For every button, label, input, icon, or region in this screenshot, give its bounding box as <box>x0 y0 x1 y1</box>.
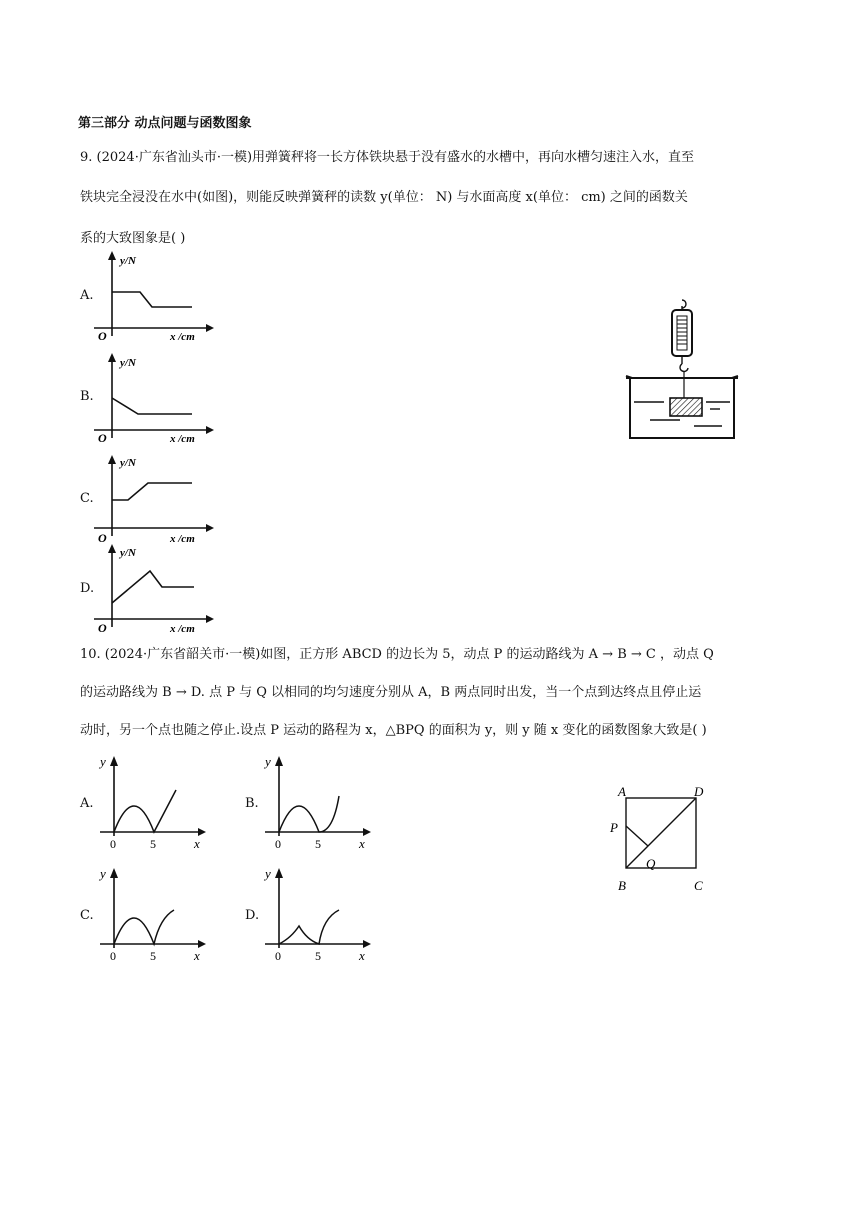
axis-x-label: x /cm <box>170 331 195 342</box>
q9-line-3: 系的大致图象是( ) <box>80 231 186 246</box>
tick-0-label: 0 <box>275 949 281 963</box>
axis-y-label: y/N <box>120 457 136 469</box>
q10-option-b-label: B. <box>245 796 259 811</box>
q9-graph-d <box>92 541 217 635</box>
q9-option-a-label: A. <box>80 288 94 303</box>
axis-x-label: x <box>359 836 365 851</box>
q9-graph-b <box>92 350 217 444</box>
tick-0-label: 0 <box>110 837 116 851</box>
square-abcd-figure <box>606 782 714 894</box>
q10-line-1: 10. (2024·广东省韶关市·一模)如图，正方形 ABCD 的边长为 5，动点 P 的运动路线为 A → B → C ，动点 Q <box>80 647 714 662</box>
tick-0-label: 0 <box>110 949 116 963</box>
q9-option-b-label: B. <box>80 389 94 404</box>
origin-label: O <box>98 531 107 545</box>
axis-y-label: y/N <box>120 547 136 559</box>
point-q-label: Q <box>646 856 656 871</box>
origin-label: O <box>98 621 107 635</box>
tick-5-label: 5 <box>150 837 156 851</box>
axis-y-label: y <box>265 866 271 881</box>
axis-x-label: x /cm <box>170 433 195 444</box>
axis-x-label: x /cm <box>170 533 195 545</box>
section-title: 第三部分 动点问题与函数图象 <box>78 116 252 131</box>
point-p-label: P <box>610 820 618 835</box>
q10-graph-b <box>261 752 373 852</box>
vertex-b-label: B <box>618 878 626 893</box>
axis-x-label: x <box>359 948 365 963</box>
tick-5-label: 5 <box>315 949 321 963</box>
axis-y-label: y <box>100 866 106 881</box>
origin-label: O <box>98 431 107 444</box>
axis-y-label: y <box>265 754 271 769</box>
vertex-c-label: C <box>694 878 703 893</box>
axis-y-label: y/N <box>120 357 136 369</box>
spring-scale-tank-figure <box>624 298 742 444</box>
tick-5-label: 5 <box>150 949 156 963</box>
q9-graph-c <box>92 452 217 546</box>
axis-x-label: x <box>194 948 200 963</box>
q9-option-c-label: C. <box>80 491 94 506</box>
q9-line-1: 9. (2024·广东省汕头市·一模)用弹簧秤将一长方体铁块悬于没有盛水的水槽中，再向水槽匀速注入水，直至 <box>80 150 695 165</box>
q10-option-d-label: D. <box>245 908 260 923</box>
q9-line-2: 铁块完全浸没在水中(如图)，则能反映弹簧秤的读数 y(单位： N) 与水面高度 x(单位： cm) 之间的函数关 <box>80 190 688 205</box>
axis-x-label: x <box>194 836 200 851</box>
axis-x-label: x /cm <box>170 623 195 635</box>
axis-y-label: y <box>100 754 106 769</box>
q9-graph-a <box>92 248 217 342</box>
q10-option-a-label: A. <box>80 796 94 811</box>
axis-y-label: y/N <box>120 255 136 267</box>
q10-graph-a <box>96 752 208 852</box>
vertex-a-label: A <box>618 784 626 799</box>
q9-option-d-label: D. <box>80 581 95 596</box>
tick-0-label: 0 <box>275 837 281 851</box>
origin-label: O <box>98 329 107 342</box>
q10-graph-c <box>96 864 208 964</box>
q10-option-c-label: C. <box>80 908 94 923</box>
q10-line-2: 的运动路线为 B → D. 点 P 与 Q 以相同的均匀速度分别从 A，B 两点同时出发，当一个点到达终点且停止运 <box>80 685 702 700</box>
vertex-d-label: D <box>694 784 704 799</box>
q10-line-3: 动时，另一个点也随之停止.设点 P 运动的路程为 x，△BPQ 的面积为 y，则 y 随 x 变化的函数图象大致是( ) <box>80 723 707 738</box>
tick-5-label: 5 <box>315 837 321 851</box>
q10-graph-d <box>261 864 373 964</box>
